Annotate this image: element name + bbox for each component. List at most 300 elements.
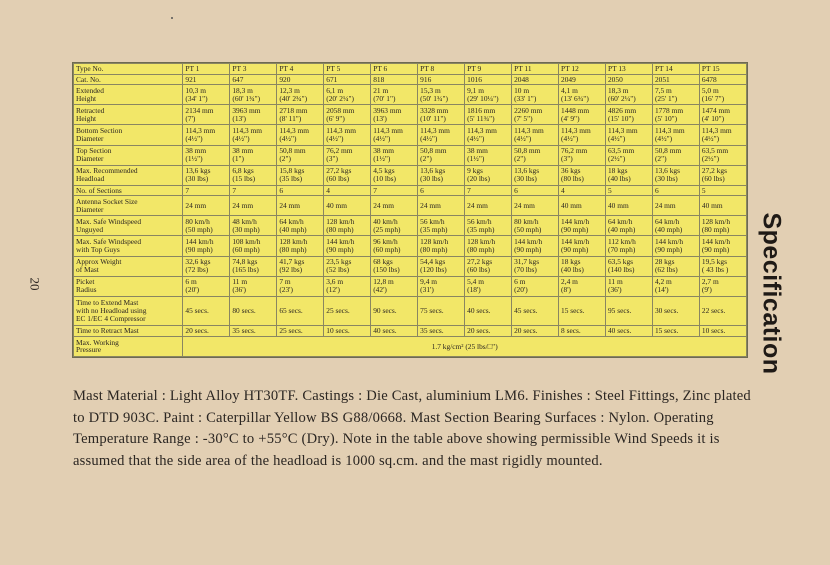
table-cell: 45 secs. xyxy=(183,296,230,326)
table-row xyxy=(74,85,747,105)
row-label-line: Extended xyxy=(76,86,104,96)
table-cell xyxy=(183,276,230,296)
table-cell-line: 4,2 m xyxy=(654,277,672,287)
table-cell xyxy=(652,145,699,165)
table-cell xyxy=(277,125,324,145)
table-cell-line: 24 mm xyxy=(467,200,488,210)
table-cell xyxy=(230,145,277,165)
table-cell-line: (4½") xyxy=(561,133,579,143)
table-header-row xyxy=(74,64,747,75)
table-cell xyxy=(559,185,606,196)
table-cell-line: 27,2 kgs xyxy=(467,257,493,267)
table-cell-line: 12,3 m xyxy=(279,86,300,96)
table-cell-line: (30 lbs) xyxy=(185,174,209,184)
table-cell-line: 114,3 mm xyxy=(232,126,263,136)
table-cell-line: (30 lbs) xyxy=(420,174,443,184)
table-cell xyxy=(324,236,371,256)
table-cell xyxy=(652,276,699,296)
table-cell-line: (40 lbs) xyxy=(561,265,584,275)
table-cell: 22 secs. xyxy=(699,296,746,326)
table-cell-line: (29' 10¼") xyxy=(467,93,499,103)
table-cell-line: (80 lbs) xyxy=(561,174,584,184)
table-cell xyxy=(371,74,418,85)
table-cell xyxy=(230,105,277,125)
table-cell xyxy=(512,165,559,185)
table-cell-line: (7') xyxy=(185,113,196,123)
table-cell-line: (30 lbs) xyxy=(654,174,678,184)
table-cell-line: (52 lbs) xyxy=(326,265,350,275)
table-cell-line: 9,1 m xyxy=(467,86,484,96)
table-cell-line: 18 kgs xyxy=(561,257,581,267)
table-row xyxy=(74,216,747,236)
table-cell xyxy=(183,236,230,256)
table-cell xyxy=(183,85,230,105)
table-cell-line: 114,3 mm xyxy=(701,126,732,136)
table-cell-line: (35 mph) xyxy=(467,224,495,234)
table-cell-line: 144 km/h xyxy=(701,237,731,247)
row-label-line: Antenna Socket Size xyxy=(76,197,138,207)
table-cell xyxy=(277,256,324,276)
column-header: PT 1 xyxy=(183,64,230,75)
table-cell-line: 7 xyxy=(232,185,237,195)
table-cell-line: 3,6 m xyxy=(326,277,344,287)
table-cell-line: 114,3 mm xyxy=(467,126,497,136)
table-cell xyxy=(277,165,324,185)
table-cell-line: 9,4 m xyxy=(420,277,438,287)
table-cell-line: 54,4 kgs xyxy=(420,257,446,267)
table-cell-line: 64 km/h xyxy=(654,217,680,227)
row-label xyxy=(74,256,183,276)
table-cell xyxy=(699,145,746,165)
table-cell-line: (35 lbs) xyxy=(279,174,303,184)
table-cell xyxy=(371,196,418,216)
table-cell xyxy=(324,105,371,125)
table-cell xyxy=(559,236,606,256)
table-cell-line: (62 lbs) xyxy=(654,265,678,275)
table-cell-line: (4½") xyxy=(326,133,344,143)
table-cell xyxy=(605,185,652,196)
table-cell xyxy=(465,105,512,125)
table-cell: 95 secs. xyxy=(605,296,652,326)
table-cell: 20 secs. xyxy=(512,326,559,337)
table-cell-line: (140 lbs) xyxy=(607,265,635,275)
table-cell-line: 13,6 kgs xyxy=(514,166,540,176)
table-cell xyxy=(465,145,512,165)
table-cell-line: 920 xyxy=(279,74,291,84)
table-cell: 25 secs. xyxy=(277,326,324,337)
table-cell-line: (60' 2¼") xyxy=(607,93,636,103)
table-cell-line: 114,3 mm xyxy=(607,126,638,136)
table-cell-line: 647 xyxy=(232,74,244,84)
table-cell-line: 818 xyxy=(373,74,385,84)
table-cell-line: 7,5 m xyxy=(654,86,672,96)
table-cell xyxy=(371,216,418,236)
table-cell-line: 6 m xyxy=(514,277,526,287)
row-label xyxy=(74,326,183,337)
table-row xyxy=(74,196,747,216)
table-cell-line: 144 km/h xyxy=(561,237,590,247)
table-cell-line: (90 mph) xyxy=(326,245,354,254)
table-cell-line: (4' 10") xyxy=(701,113,725,123)
table-cell xyxy=(512,256,559,276)
table-cell-line: (42') xyxy=(373,285,387,295)
table-cell: 10 secs. xyxy=(324,326,371,337)
table-cell xyxy=(183,165,230,185)
table-cell xyxy=(512,196,559,216)
table-cell-line: (90 mph) xyxy=(561,224,589,234)
table-cell xyxy=(512,145,559,165)
table-cell xyxy=(652,185,699,196)
table-cell-line: (40 lbs) xyxy=(607,174,631,184)
table-cell xyxy=(418,105,465,125)
table-cell-line: 40 mm xyxy=(701,200,723,210)
table-cell-line: 38 mm xyxy=(185,146,207,156)
table-cell xyxy=(512,276,559,296)
table-cell-line: (80 mph) xyxy=(279,245,307,254)
row-label xyxy=(74,125,183,145)
table-cell-line: (5' 10") xyxy=(654,113,678,123)
table-row xyxy=(74,276,747,296)
table-cell xyxy=(183,196,230,216)
table-cell-line: (4½") xyxy=(185,133,203,143)
table-cell-line: 5,0 m xyxy=(701,86,719,96)
row-label-line: Cat. No. xyxy=(76,74,101,84)
table-cell-line: 38 mm xyxy=(373,146,394,156)
table-cell-line: 13,6 kgs xyxy=(185,166,211,176)
column-header: PT 13 xyxy=(605,64,652,75)
table-cell xyxy=(605,256,652,276)
table-cell-line: 6 m xyxy=(185,277,197,287)
column-header: PT 8 xyxy=(418,64,465,75)
table-cell-line: (30 mph) xyxy=(232,224,260,234)
table-cell-line: 80 km/h xyxy=(185,217,210,227)
table-cell: 45 secs. xyxy=(512,296,559,326)
table-cell-line: 13,6 kgs xyxy=(654,166,680,176)
table-cell-line: (20') xyxy=(514,285,528,295)
row-label-line: Diameter xyxy=(76,154,104,164)
table-cell xyxy=(465,85,512,105)
table-cell-line: (120 lbs) xyxy=(420,265,447,275)
table-cell-line: 112 km/h xyxy=(607,237,636,247)
table-cell-line: 40 km/h xyxy=(373,217,398,227)
table-cell xyxy=(371,185,418,196)
table-cell-line: 6 xyxy=(514,185,518,195)
table-cell xyxy=(699,236,746,256)
table-cell-line: 6,1 m xyxy=(326,86,344,96)
table-cell xyxy=(652,216,699,236)
table-cell-line: 6,8 kgs xyxy=(232,166,254,176)
table-cell xyxy=(277,216,324,236)
table-cell xyxy=(277,196,324,216)
table-cell-line: 50,8 mm xyxy=(654,146,682,156)
column-header: PT 5 xyxy=(324,64,371,75)
row-label: Type No. xyxy=(74,64,183,75)
row-label-line: Time to Extend Mast xyxy=(76,298,139,308)
table-cell-line: 3328 mm xyxy=(420,106,449,116)
table-cell-line: 24 mm xyxy=(420,200,441,210)
table-cell-line: (4½") xyxy=(232,133,250,143)
table-cell-line: 15,8 kgs xyxy=(279,166,305,176)
row-label-line: Height xyxy=(76,113,97,123)
table-cell-line: (70 mph) xyxy=(607,245,636,254)
table-cell xyxy=(324,74,371,85)
table-cell-line: 2718 mm xyxy=(279,106,308,116)
table-cell xyxy=(652,105,699,125)
table-cell-line: (60 lbs) xyxy=(701,174,725,184)
table-cell-line: 114,3 mm xyxy=(654,126,685,136)
table-cell-line: 5 xyxy=(701,185,706,195)
table-cell xyxy=(699,276,746,296)
table-cell-line: 18 kgs xyxy=(607,166,628,176)
row-label-line: Radius xyxy=(76,285,97,295)
table-cell xyxy=(652,196,699,216)
table-cell xyxy=(230,74,277,85)
row-label-line: Max. Safe Windspeed xyxy=(76,217,142,227)
table-cell xyxy=(652,85,699,105)
table-cell-line: (90 mph) xyxy=(701,245,730,254)
table-cell xyxy=(465,256,512,276)
table-cell-line: 18,3 m xyxy=(232,86,253,96)
table-cell xyxy=(371,165,418,185)
table-cell-line: (15 lbs) xyxy=(232,174,256,184)
table-cell-line: (33' 1") xyxy=(514,93,537,103)
table-cell-line: 108 km/h xyxy=(232,237,261,247)
table-cell xyxy=(512,185,559,196)
table-cell-line: (4½") xyxy=(279,133,297,143)
pressure-value: 1.7 kg/cm² (25 lbs/□") xyxy=(183,336,747,356)
table-cell xyxy=(371,85,418,105)
table-cell-line: (18') xyxy=(467,285,481,295)
table-cell-line: (20') xyxy=(185,285,200,295)
table-cell xyxy=(324,165,371,185)
table-cell-line: 2134 mm xyxy=(185,106,214,116)
table-cell-line: 4 xyxy=(326,185,330,195)
row-label-line: Approx Weight xyxy=(76,257,122,267)
table-cell-line: 27,2 kgs xyxy=(701,166,727,176)
row-label-line: of Mast xyxy=(76,265,99,275)
table-cell xyxy=(324,85,371,105)
table-cell xyxy=(652,165,699,185)
table-cell xyxy=(418,145,465,165)
row-label-line: Diameter xyxy=(76,133,104,143)
pressure-row xyxy=(74,336,747,356)
table-cell xyxy=(699,85,746,105)
table-cell-line: 18,3 m xyxy=(607,86,629,96)
table-cell xyxy=(183,216,230,236)
table-cell xyxy=(559,165,606,185)
row-label-line: Max. Working xyxy=(76,337,119,347)
table-cell xyxy=(512,236,559,256)
table-cell xyxy=(605,145,652,165)
table-cell: 75 secs. xyxy=(418,296,465,326)
table-cell xyxy=(605,236,652,256)
table-cell-line: 114,3 mm xyxy=(185,126,216,136)
table-cell-line: 2051 xyxy=(654,74,670,84)
table-cell xyxy=(418,125,465,145)
table-cell xyxy=(699,165,746,185)
row-label xyxy=(74,276,183,296)
table-cell-line: 27,2 kgs xyxy=(326,166,352,176)
table-cell-line: 2050 xyxy=(607,74,623,84)
table-cell xyxy=(652,74,699,85)
table-cell-line: (1½") xyxy=(185,154,203,164)
speck xyxy=(171,17,173,19)
table-cell-line: 50,8 mm xyxy=(420,146,447,156)
table-cell-line: (10 lbs) xyxy=(373,174,397,184)
table-cell-line: 128 km/h xyxy=(326,217,355,227)
table-cell-line: (13') xyxy=(232,113,247,123)
row-label-line: Picket xyxy=(76,277,95,287)
row-label-line: Pressure xyxy=(76,345,102,355)
table-cell-line: 2049 xyxy=(561,74,576,84)
table-cell xyxy=(183,256,230,276)
table-cell-line: ( 43 lbs ) xyxy=(701,265,729,275)
table-cell xyxy=(371,256,418,276)
page-number: 20 xyxy=(27,277,43,291)
table-cell-line: 1016 xyxy=(467,74,482,84)
table-cell: 20 secs. xyxy=(465,326,512,337)
table-cell xyxy=(512,85,559,105)
table-cell xyxy=(605,85,652,105)
column-header: PT 11 xyxy=(512,64,559,75)
table-cell-line: 41,7 kgs xyxy=(279,257,305,267)
column-header: PT 14 xyxy=(652,64,699,75)
table-cell-line: (60' 1¾") xyxy=(232,93,261,103)
table-cell xyxy=(699,185,746,196)
table-cell-line: 56 km/h xyxy=(467,217,492,227)
column-header: PT 9 xyxy=(465,64,512,75)
table-cell xyxy=(559,145,606,165)
table-cell xyxy=(324,125,371,145)
row-label-line: Retracted xyxy=(76,106,105,116)
table-cell-line: 13,6 kgs xyxy=(420,166,446,176)
table-cell-line: 24 mm xyxy=(279,200,301,210)
table-cell-line: (4½") xyxy=(654,133,673,143)
table-cell-line: 24 mm xyxy=(185,200,207,210)
table-cell xyxy=(699,105,746,125)
table-cell-line: 24 mm xyxy=(654,200,676,210)
table-cell-line: 1448 mm xyxy=(561,106,590,116)
row-label xyxy=(74,165,183,185)
table-cell xyxy=(371,125,418,145)
table-cell-line: (23') xyxy=(279,285,293,295)
table-cell-line: 114,3 mm xyxy=(279,126,310,136)
extend-time-row xyxy=(74,296,747,326)
table-row xyxy=(74,256,747,276)
table-cell-line: 671 xyxy=(326,74,338,84)
table-cell xyxy=(465,216,512,236)
row-label xyxy=(74,74,183,85)
table-cell-line: 23,5 kgs xyxy=(326,257,352,267)
table-cell-line: (15' 10") xyxy=(607,113,634,123)
table-cell xyxy=(183,145,230,165)
table-cell xyxy=(652,125,699,145)
table-cell-line: (8') xyxy=(561,285,571,295)
table-cell xyxy=(465,196,512,216)
table-cell-line: 916 xyxy=(420,74,432,84)
table-cell-line: 6478 xyxy=(701,74,717,84)
column-header: PT 6 xyxy=(371,64,418,75)
table-cell xyxy=(559,196,606,216)
table-cell xyxy=(559,125,606,145)
table-cell xyxy=(324,216,371,236)
table-cell-line: (80 mph) xyxy=(420,245,448,254)
table-cell-line: (1½") xyxy=(467,154,485,164)
retract-time-row xyxy=(74,326,747,337)
table-cell-line: 6 xyxy=(420,185,424,195)
row-label xyxy=(74,216,183,236)
table-cell: 30 secs. xyxy=(652,296,699,326)
table-cell-line: 4 xyxy=(561,185,565,195)
table-cell: 10 secs. xyxy=(699,326,746,337)
table-cell-line: 10 m xyxy=(514,86,530,96)
table-cell-line: 32,6 kgs xyxy=(185,257,211,267)
table-cell-line: 28 kgs xyxy=(654,257,675,267)
row-label-line: with Top Guys xyxy=(76,245,120,254)
table-cell: 8 secs. xyxy=(559,326,606,337)
table-cell xyxy=(418,216,465,236)
table-cell-line: 96 km/h xyxy=(373,237,398,247)
table-cell-line: (9') xyxy=(701,285,712,295)
table-cell-line: 48 km/h xyxy=(232,217,257,227)
table-cell-line: 38 mm xyxy=(232,146,254,156)
table-cell-line: 921 xyxy=(185,74,197,84)
table-cell-line: (12') xyxy=(326,285,340,295)
table-cell xyxy=(324,256,371,276)
table-cell-line: 144 km/h xyxy=(654,237,684,247)
table-cell-line: 50,8 mm xyxy=(279,146,306,156)
table-cell-line: (4½") xyxy=(467,133,485,143)
table-cell: 80 secs. xyxy=(230,296,277,326)
table-cell-line: 74,8 kgs xyxy=(232,257,258,267)
row-label-line: Max. Recommended xyxy=(76,166,138,176)
table-cell-line: (70 lbs) xyxy=(514,265,537,275)
table-cell xyxy=(605,216,652,236)
table-cell xyxy=(465,125,512,145)
table-cell-line: (60 mph) xyxy=(373,245,401,254)
table-cell xyxy=(230,196,277,216)
table-cell-line: 7 xyxy=(467,185,471,195)
table-cell-line: 5 xyxy=(607,185,612,195)
table-cell-line: (13' 6¾") xyxy=(561,93,589,103)
row-label-line: Unguyed xyxy=(76,224,104,234)
table-cell-line: 7 xyxy=(373,185,377,195)
table-cell-line: 2,7 m xyxy=(701,277,719,287)
table-cell xyxy=(183,125,230,145)
table-cell-line: 7 xyxy=(185,185,190,195)
table-cell xyxy=(371,236,418,256)
table-cell-line: 128 km/h xyxy=(467,237,496,247)
table-cell-line: (2") xyxy=(279,154,291,164)
table-cell-line: 56 km/h xyxy=(420,217,445,227)
row-label-line: Top Section xyxy=(76,146,112,156)
table-cell xyxy=(418,196,465,216)
table-cell xyxy=(699,216,746,236)
table-cell-line: (1½") xyxy=(373,154,391,164)
table-cell xyxy=(465,165,512,185)
table-cell-line: 144 km/h xyxy=(326,237,355,247)
table-cell-line: 80 km/h xyxy=(514,217,539,227)
table-cell-line: 9 kgs xyxy=(467,166,483,176)
table-cell: 90 secs. xyxy=(371,296,418,326)
table-cell xyxy=(465,185,512,196)
table-cell-line: (60 lbs) xyxy=(467,265,490,275)
table-cell-line: 12,8 m xyxy=(373,277,394,287)
column-header: PT 15 xyxy=(699,64,746,75)
table-cell xyxy=(699,74,746,85)
table-cell-line: 24 mm xyxy=(373,200,394,210)
table-cell-line: 40 mm xyxy=(561,200,582,210)
